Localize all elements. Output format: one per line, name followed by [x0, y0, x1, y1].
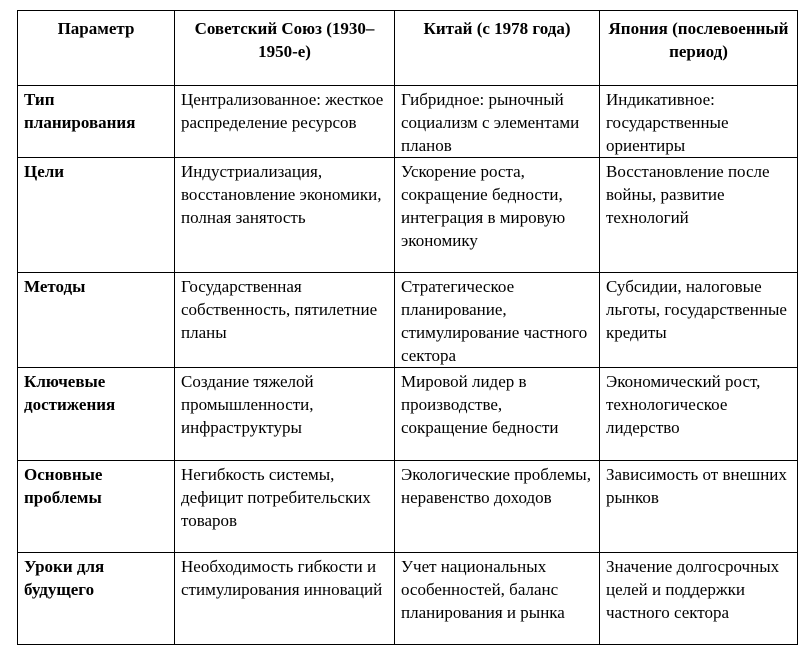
header-parameter: Параметр	[18, 11, 175, 86]
cell-japan: Зависимость от внешних рынков	[600, 461, 798, 553]
cell-japan: Значение долгосрочных целей и поддержки частного сектора	[600, 553, 798, 645]
table-row	[18, 368, 798, 461]
row-parameter: Ключевые достижения	[18, 368, 175, 461]
cell-china: Мировой лидер в производстве, сокращение бедности	[395, 368, 600, 461]
comparison-table	[17, 10, 798, 645]
cell-japan: Экономический рост, технологическое лидерство	[600, 368, 798, 461]
cell-ussr: Индустриализация, восстановление экономики, полная занятость	[175, 158, 395, 273]
cell-china: Стратегическое планирование, стимулирование частного сектора	[395, 273, 600, 368]
table-row	[18, 86, 798, 158]
header-japan: Япония (послевоенный период)	[600, 11, 798, 86]
header-china: Китай (с 1978 года)	[395, 11, 600, 86]
table-row	[18, 461, 798, 553]
cell-japan: Индикативное: государственные ориентиры	[600, 86, 798, 158]
cell-ussr: Негибкость системы, дефицит потребительских товаров	[175, 461, 395, 553]
row-parameter: Цели	[18, 158, 175, 273]
table-row	[18, 158, 798, 273]
cell-japan: Восстановление после войны, развитие технологий	[600, 158, 798, 273]
cell-japan: Субсидии, налоговые льготы, государственные кредиты	[600, 273, 798, 368]
row-parameter: Уроки для будущего	[18, 553, 175, 645]
cell-ussr: Государственная собственность, пятилетние планы	[175, 273, 395, 368]
cell-ussr: Централизованное: жесткое распределение ресурсов	[175, 86, 395, 158]
row-parameter: Тип планирования	[18, 86, 175, 158]
table-row	[18, 553, 798, 645]
cell-ussr: Создание тяжелой промышленности, инфраструктуры	[175, 368, 395, 461]
cell-ussr: Необходимость гибкости и стимулирования инноваций	[175, 553, 395, 645]
cell-china: Учет национальных особенностей, баланс планирования и рынка	[395, 553, 600, 645]
header-ussr: Советский Союз (1930–1950-е)	[175, 11, 395, 86]
cell-china: Экологические проблемы, неравенство доходов	[395, 461, 600, 553]
table-row	[18, 273, 798, 368]
header-row	[18, 11, 798, 86]
cell-china: Гибридное: рыночный социализм с элементами планов	[395, 86, 600, 158]
row-parameter: Методы	[18, 273, 175, 368]
row-parameter: Основные проблемы	[18, 461, 175, 553]
cell-china: Ускорение роста, сокращение бедности, интеграция в мировую экономику	[395, 158, 600, 273]
